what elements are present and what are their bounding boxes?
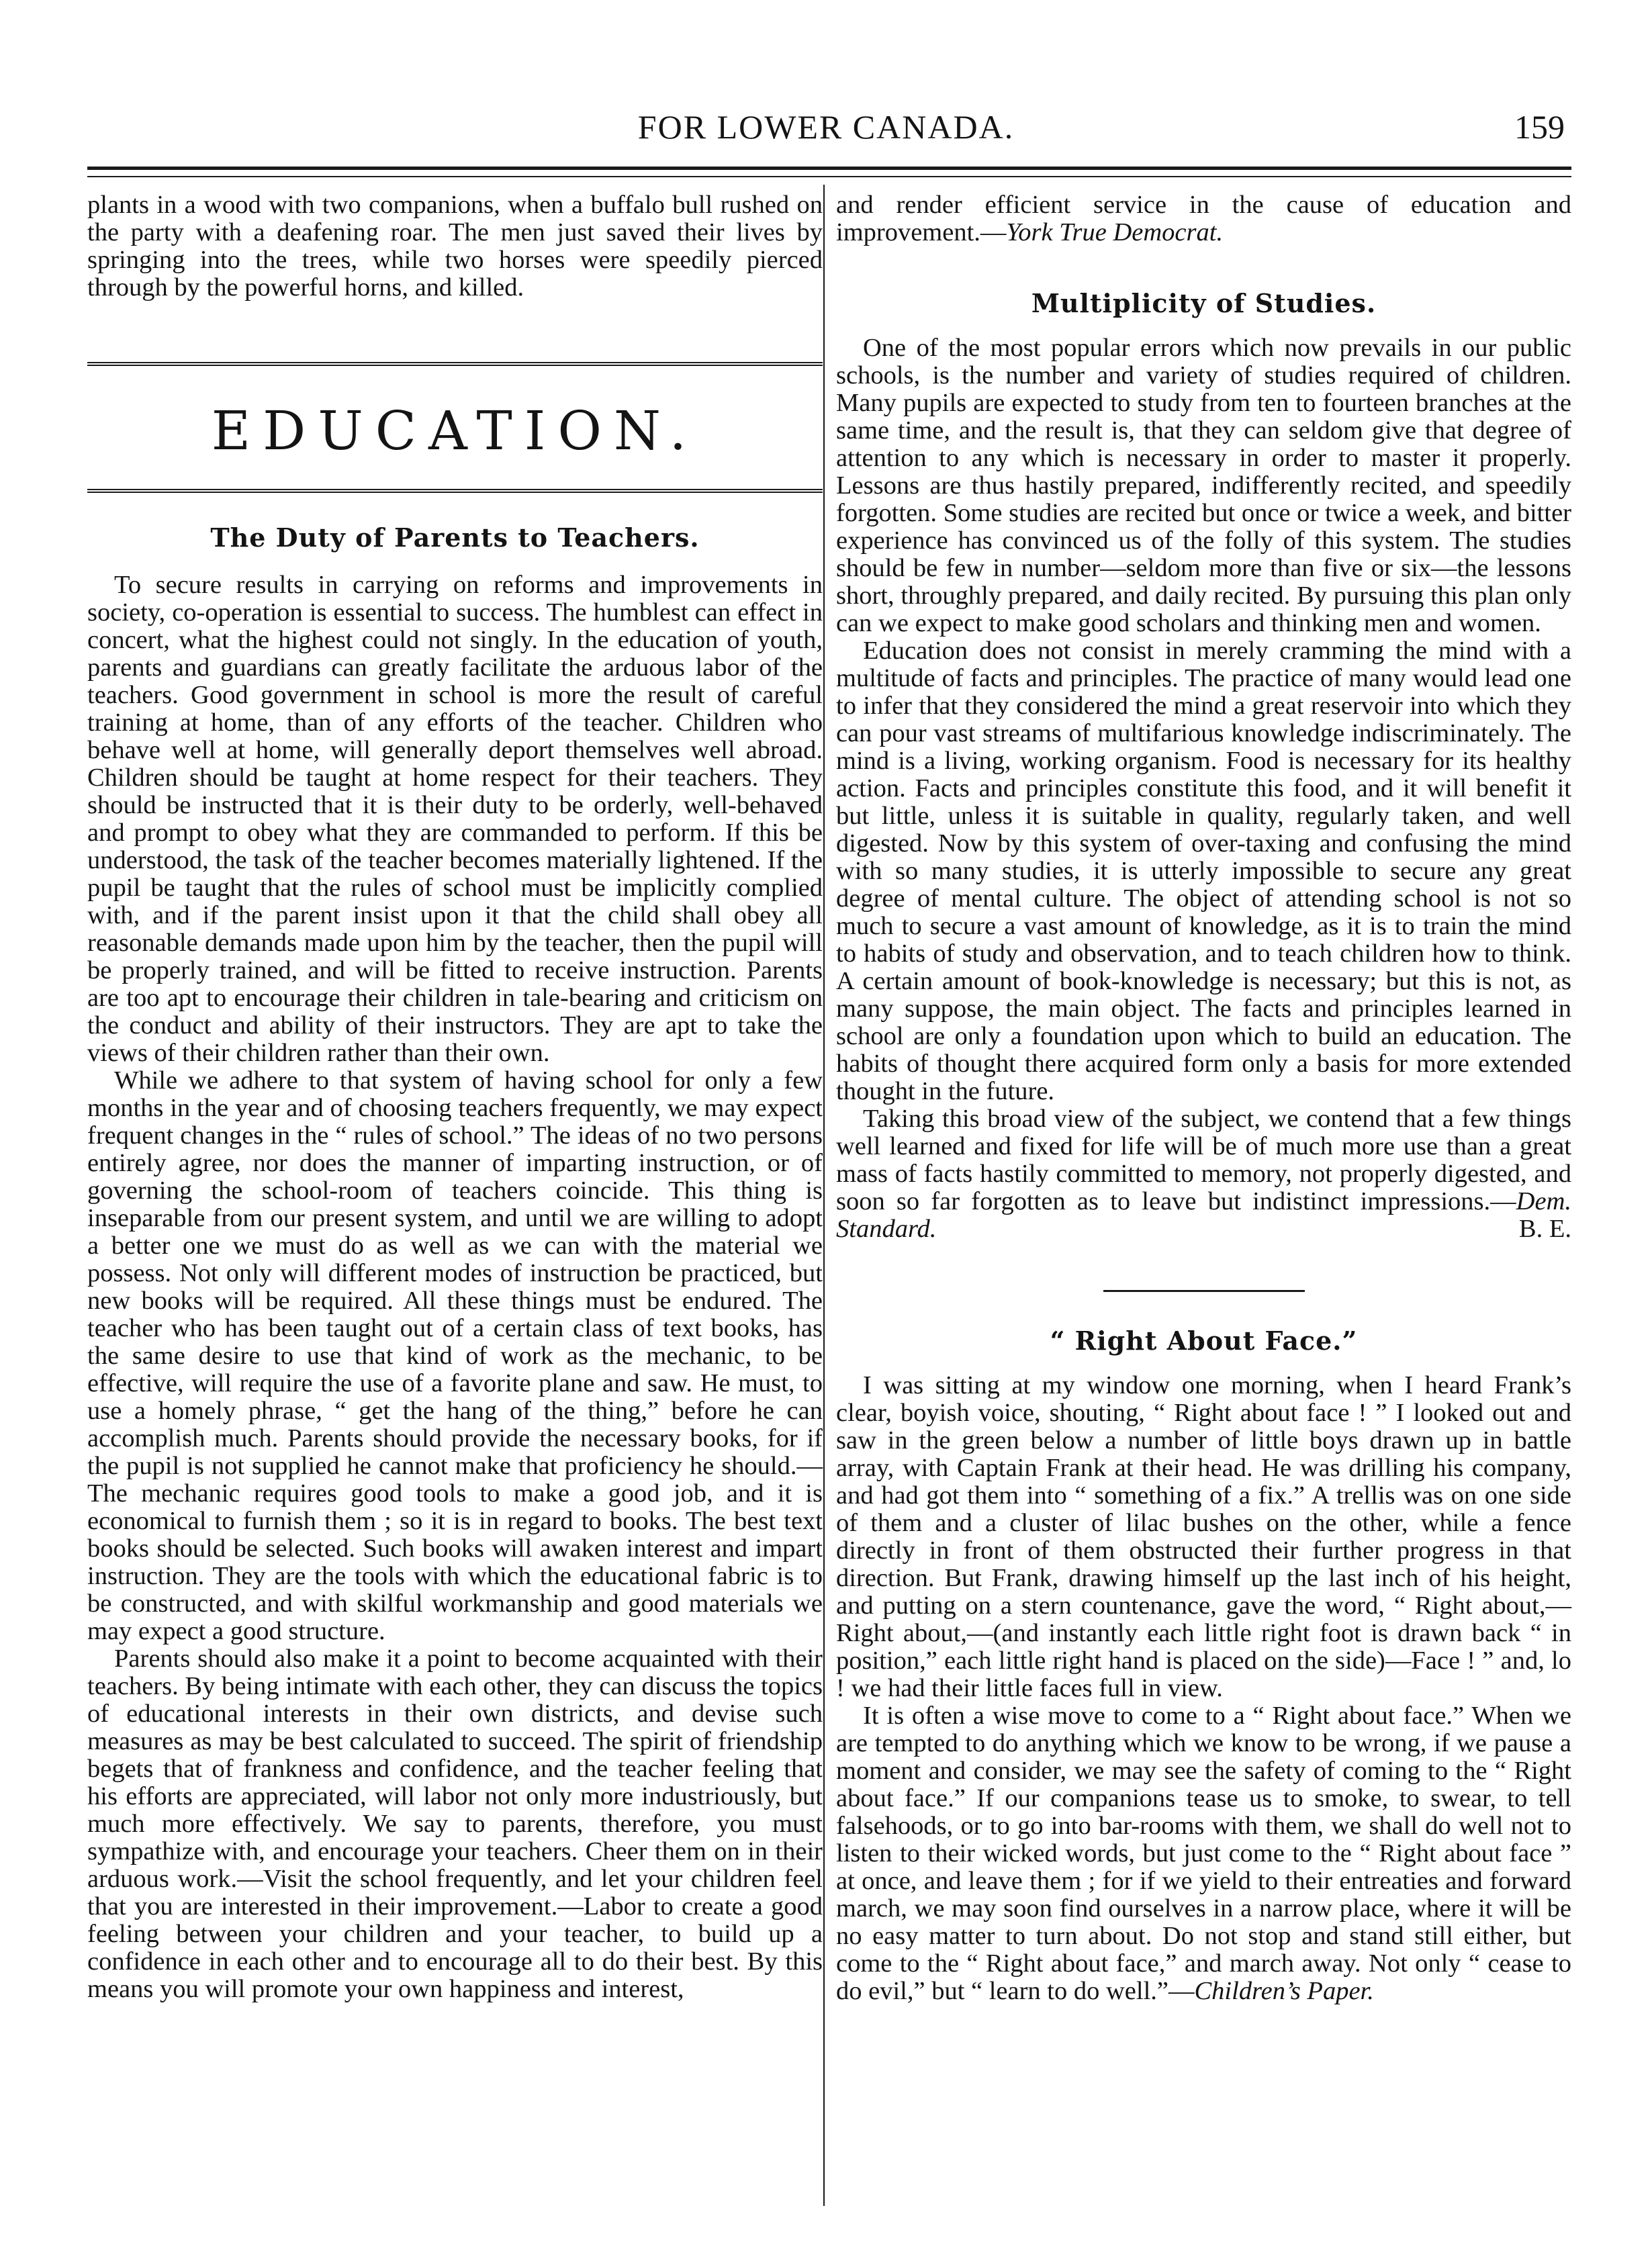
section-rule-top [87,362,823,366]
paragraph-text: It is often a wise move to come to a “ Right about face.” When we are tempted to do anything which we know to be wrong, if we pause a moment and consider, we may see the safety of coming to the “ Right about face.” If our companions tease us to smoke, to swear, to tell falsehoods, or to go into bar-rooms with them, we shall do well not to listen to their wicked words, but just come to the “ Right about face ” at once, and leave them ; for if we yield to their entreaties and forward march, we may soon find ourselves in a narrow place, where it will be no easy matter to turn about. Do not stop and stand still either, but come to the “ Right about face,” and march away. Not only “ cease to do evil,” but “ learn to do well.”— [836,1702,1571,2005]
continued-paragraph: plants in a wood with two companions, when a buffalo bull rushed on the party with a deafening roar. The men just saved their lives by springing into the trees, while two horses were speedily pierced through by the powerful horns, and killed. [87,191,823,302]
running-title: FOR LOWER CANADA. [637,108,1015,146]
article-paragraph: Education does not consist in merely cramming the mind with a multitude of facts and principles. The practice of many would lead one to infer that they considered the mind a great reservoir into which they can pour vast streams of multifarious knowledge indiscriminately. The mind is a living, working organism. Food is necessary for its healthy action. Facts and principles constitute this food, and it will benefit it but little, unless it is suitable in quality, regularly taken, and well digested. Now by this system of over-taxing and confusing the mind with so many studies, it is utterly impossible to secure any great degree of mental culture. The object of attending school is not so much to secure a vast amount of knowledge, as it is to train the mind to habits of study and observation, and to teach children how to think. A certain amount of book-knowledge is necessary; but this is not, as many suppose, the main object. The facts and principles learned in school are only a foundation upon which to build an education. The habits of thought there acquired form only a basis for more extended thought in the future. [836,637,1571,1105]
section-title: EDUCATION. [211,400,699,462]
article-title-duty-of-parents: The Duty of Parents to Teachers. [210,522,700,553]
continued-text: and render efficient service in the cause of education and improvement.— [836,191,1571,246]
right-column [836,191,1571,2005]
article-paragraph: I was sitting at my window one morning, when I heard Frank’s clear, boyish voice, shouting, “ Right about face ! ” I looked out and saw in the green below a number of little boys drawn up in battle array, with Captain Frank at their head. He was drilling his company, and had got them into “ something of a fix.” A trellis was on one side of them and a cluster of lilac bushes on the other, while a fence directly in front of them obstructed their further progress in that direction. But Frank, drawing himself up the last inch of his height, and putting on a stern countenance, gave the word, “ Right about,—Right about,—(and instantly each little right foot is drawn back “ in position,” each little right hand is placed on the side)—Face ! ” and, lo ! we had their little faces full in view. [836,1371,1571,1702]
source-credit: Dem. Standard. [836,1187,1571,1243]
source-credit: York True Democrat. [1006,218,1224,246]
header-rule-thick [87,167,1571,170]
header-rule-thin [87,176,1571,177]
page-number: 159 [1514,108,1565,146]
source-credit: Children’s Paper. [1194,1977,1374,2005]
left-column [87,191,823,2003]
article-paragraph: Parents should also make it a point to become acquainted with their teachers. By being intimate with each other, they can discuss the topics of educational interests in their own districts, and devise such measures as may be best calculated to succeed. The spirit of friendship begets that of frankness and confidence, and the teacher feeling that his efforts are appreciated, will labor not only more industriously, but much more effectively. We say to parents, therefore, you must sympathize with, and encourage your teachers. Cheer them on in their arduous work.—Visit the school frequently, and let your children feel that you are interested in their improvement.—Labor to create a good feeling between your children and your teacher, to build up a confidence in each other and to encourage all to do their best. By this means you will promote your own happiness and interest, [87,1645,823,2003]
article-title-right-about-face: “ Right About Face.” [1050,1326,1358,1356]
article-title-multiplicity: Multiplicity of Studies. [1031,288,1377,318]
article-paragraph [836,1105,1571,1243]
article-paragraph [836,1702,1571,2005]
article-paragraph: One of the most popular errors which now prevails in our public schools, is the number and variety of studies required of children. Many pupils are expected to study from ten to fourteen branches at the same time, and the result is, that they can seldom give that degree of attention to any which is necessary in order to master it properly. Lessons are thus hastily prepared, indifferently recited, and speedily forgotten. Some studies are recited but once or twice a week, and bitter experience has convinced us of the folly of this system. The studies should be few in number—seldom more than five or six—the lessons short, throughly prepared, and daily recited. By pursuing this plan only can we expect to make good scholars and thinking men and women. [836,334,1571,637]
paragraph-text: Taking this broad view of the subject, we contend that a few things well learned and fixed for life will be of much more use than a great mass of facts hastily committed to memory, not properly digested, and soon so far forgotten as to leave but indistinct impressions.— [836,1105,1571,1215]
article-paragraph: To secure results in carrying on reforms and improvements in society, co-operation is essential to success. The humblest can effect in concert, what the highest could not singly. In the education of youth, parents and guardians can greatly facilitate the arduous labor of the teachers. Good government in school is more the result of careful training at home, than of any efforts of the teacher. Children who behave well at home, will generally deport themselves well abroad. Children should be taught at home respect for their teachers. They should be instructed that it is their duty to be orderly, well-behaved and prompt to obey what they are commanded to perform. If this be understood, the task of the teacher becomes materially lightened. If the pupil be taught that the rules of school must be implicitly complied with, and if the parent insist upon it that the child shall obey all reasonable demands made upon him by the teacher, then the pupil will be properly trained, and will be fitted to receive instruction. Parents are too apt to encourage their children in tale-bearing and criticism on the conduct and ability of their instructors. They are apt to take the views of their children rather than their own. [87,571,823,1067]
column-divider [823,185,825,2206]
author-signature: B. E. [1518,1215,1571,1243]
article-paragraph: While we adhere to that system of having school for only a few months in the year and of choosing teachers frequently, we may expect frequent changes in the “ rules of school.” The ideas of no two persons entirely agree, nor does the manner of imparting instruction, or of governing the school-room of teachers coincide. This thing is inseparable from our present system, and until we are willing to adopt a better one we must do as well as we can with the material we possess. Not only will different modes of instruction be practiced, but new books will be required. All these things must be endured. The teacher who has been taught out of a certain class of text books, has the same desire to use that kind of work as the mechanic, to be effective, will require the use of a favorite plane and saw. He must, to use a homely phrase, “ get the hang of the thing,” before he can accomplish much. Parents should provide the necessary books, for if the pupil is not supplied he cannot make that proficiency he should.—The mechanic requires good tools to make a good job, and it is economical to furnish them ; so it is in regard to books. The best text books should be selected. Such books will awaken interest and impart instruction. They are the tools with which the educational fabric is to be constructed, and with skilful workmanship and good materials we may expect a good structure. [87,1066,823,1645]
running-head [87,101,1565,148]
continued-paragraph [836,191,1571,246]
